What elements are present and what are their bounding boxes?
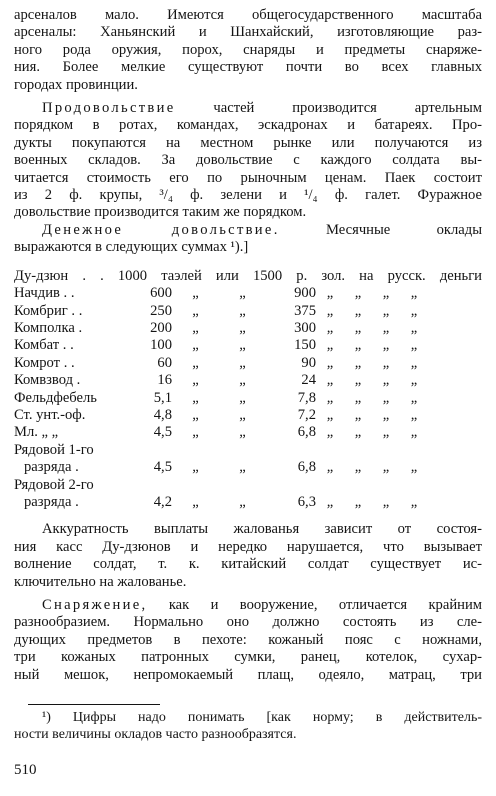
table-cell-rank: разряда . xyxy=(24,459,79,476)
table-cell-q3: „ xyxy=(326,285,334,302)
gear-first-rest: как и вооружение, отличается крайним xyxy=(147,597,482,613)
text-line: ния касс Ду-дзюнов и нередко нарушается, что вызывает xyxy=(14,538,482,555)
table-cell-q4: „ xyxy=(354,302,362,319)
table-cell-q3: „ xyxy=(326,302,334,319)
table-cell-rank: Начдив . . xyxy=(14,285,75,302)
table-cell-rank: Комрот . . xyxy=(14,354,75,371)
table-cell-q3: „ xyxy=(326,493,334,510)
money-first-rest: Месячные оклады xyxy=(279,221,483,238)
table-cell-taels: 600 xyxy=(150,285,172,302)
table-cell-q2: „ xyxy=(239,389,246,406)
table-cell-q6: „ xyxy=(410,389,418,406)
table-cell-q5: „ xyxy=(382,319,390,336)
page-number: 510 xyxy=(14,762,37,778)
table-cell-q4: „ xyxy=(354,406,362,423)
table-cell-q3: „ xyxy=(326,389,334,406)
table-cell-q6: „ xyxy=(410,302,418,319)
table-cell-q1: „ xyxy=(192,319,199,336)
table-cell-rank: Комвзвод . xyxy=(14,372,81,389)
table-cell-q2: „ xyxy=(239,285,246,302)
table-cell-rub: 24 xyxy=(301,372,316,389)
table-cell-q6: „ xyxy=(410,372,418,389)
table-cell-rub: 7,2 xyxy=(297,406,316,423)
text-line: ния. Более мелкие существуют почти во всех главных xyxy=(14,59,482,76)
table-row xyxy=(14,494,428,511)
table-cell-q5: „ xyxy=(382,459,390,476)
table-cell-taels: 5,1 xyxy=(153,389,172,406)
text-line xyxy=(14,222,482,239)
table-cell-q2: „ xyxy=(239,302,246,319)
table-cell-rank: Мл. „ „ xyxy=(14,424,59,441)
table-cell-taels: 100 xyxy=(150,337,172,354)
table-cell-q2: „ xyxy=(239,372,246,389)
footnote-divider xyxy=(28,704,160,705)
text-line: волнение солдат, т. к. китайский солдат существует ис- xyxy=(14,556,482,573)
table-cell-rank: Рядовой 2-го xyxy=(14,476,94,493)
table-cell-q6: „ xyxy=(410,319,418,336)
text-line: ного рода оружия, порох, снаряды и предметы снаряже- xyxy=(14,41,482,58)
text-line: выражаются в следующих суммах ¹).] xyxy=(14,239,249,256)
table-cell-q4: „ xyxy=(354,459,362,476)
table-cell-q1: „ xyxy=(192,406,199,423)
footnote-line: ности величины окладов часто разнообразятся. xyxy=(14,727,297,743)
pay-table xyxy=(14,285,428,511)
table-cell-rank: Фельдфебель xyxy=(14,389,97,406)
table-cell-q5: „ xyxy=(382,302,390,319)
table-cell-q6: „ xyxy=(410,354,418,371)
table-cell-q2: „ xyxy=(239,354,246,371)
table-row xyxy=(14,477,428,494)
table-row xyxy=(14,424,428,441)
text-line: городах провинции. xyxy=(14,76,138,93)
table-cell-taels: 4,5 xyxy=(153,424,172,441)
footnote-line: ¹) Цифры надо понимать [как норму; в действитель- xyxy=(42,710,482,726)
table-cell-q5: „ xyxy=(382,406,390,423)
table-row xyxy=(14,303,428,320)
table-cell-rank: Ст. унт.-оф. xyxy=(14,406,86,423)
gear-term: Снаряжение, xyxy=(42,597,148,613)
table-cell-taels: 4,5 xyxy=(153,459,172,476)
text-line: читается стоимость его по рыночным ценам. Паек состоит xyxy=(14,169,482,186)
table-cell-q5: „ xyxy=(382,337,390,354)
table-cell-rub: 900 xyxy=(294,285,316,302)
table-cell-q1: „ xyxy=(192,493,199,510)
table-cell-q3: „ xyxy=(326,459,334,476)
accuracy-paragraph xyxy=(14,521,482,591)
food-term: Продовольствие xyxy=(42,100,176,117)
text-line: порядком в ротах, командах, эскадронах и батареях. Про- xyxy=(14,117,482,134)
table-cell-q2: „ xyxy=(239,493,246,510)
table-cell-q3: „ xyxy=(326,424,334,441)
table-cell-q5: „ xyxy=(382,372,390,389)
table-cell-q6: „ xyxy=(410,285,418,302)
table-cell-q3: „ xyxy=(326,337,334,354)
text-line: довольствие производится таким же порядком. xyxy=(14,204,307,221)
pay-table-body xyxy=(14,285,428,511)
table-cell-taels: 60 xyxy=(157,354,172,371)
table-cell-q5: „ xyxy=(382,285,390,302)
table-cell-rub: 375 xyxy=(294,302,316,319)
text-line: дующих предметов в пехоте: кожаный пояс с ножнами, xyxy=(14,631,482,648)
table-cell-q3: „ xyxy=(326,319,334,336)
table-cell-rub: 6,8 xyxy=(297,424,316,441)
table-row xyxy=(14,390,428,407)
table-cell-q6: „ xyxy=(410,406,418,423)
text-line: ный мешок, непромокаемый плащ, одеяло, матрац, три xyxy=(14,666,482,683)
table-cell-q3: „ xyxy=(326,406,334,423)
text-line: дукты покупаются на местном рынке или получаются из xyxy=(14,134,482,151)
text-line xyxy=(14,597,482,614)
table-cell-q1: „ xyxy=(192,459,199,476)
table-cell-q5: „ xyxy=(382,354,390,371)
table-cell-q4: „ xyxy=(354,372,362,389)
table-cell-q6: „ xyxy=(410,337,418,354)
table-cell-q3: „ xyxy=(326,354,334,371)
table-cell-q1: „ xyxy=(192,389,199,406)
text-line: Аккуратность выплаты жалованья зависит от состоя- xyxy=(42,521,482,538)
table-cell-rub: 7,8 xyxy=(297,389,316,406)
table-row xyxy=(14,442,428,459)
table-row xyxy=(14,459,428,476)
table-cell-rank: разряда . xyxy=(24,493,79,510)
table-cell-rub: 300 xyxy=(294,319,316,336)
table-cell-q1: „ xyxy=(192,285,199,302)
table-cell-q2: „ xyxy=(239,337,246,354)
table-row xyxy=(14,337,428,354)
table-cell-q3: „ xyxy=(326,372,334,389)
gear-paragraph xyxy=(14,597,482,684)
text-line: разнообразием. Нормально оно должно состоять из сле- xyxy=(14,614,482,631)
table-cell-q4: „ xyxy=(354,337,362,354)
text-line: арсеналы: Ханьянский и Шанхайский, изготовляющие раз- xyxy=(14,24,482,41)
table-cell-q4: „ xyxy=(354,389,362,406)
table-cell-q1: „ xyxy=(192,424,199,441)
table-cell-q1: „ xyxy=(192,372,199,389)
table-row xyxy=(14,355,428,372)
food-first-rest: частей производится артельным xyxy=(175,100,482,117)
text-line: три кожаных патронных сумки, ранец, котелок, сухар- xyxy=(14,649,482,666)
table-cell-rank: Рядовой 1-го xyxy=(14,441,94,458)
table-cell-rank: Комбат . . xyxy=(14,337,74,354)
table-cell-rub: 150 xyxy=(294,337,316,354)
table-cell-taels: 16 xyxy=(157,372,172,389)
text-line: ключительно на жалованье. xyxy=(14,573,187,590)
table-cell-q2: „ xyxy=(239,319,246,336)
table-cell-q5: „ xyxy=(382,389,390,406)
intro-paragraph xyxy=(14,7,482,94)
table-row xyxy=(14,285,428,302)
table-cell-q2: „ xyxy=(239,424,246,441)
footnote xyxy=(14,709,482,743)
money-term: Денежное довольствие. xyxy=(42,221,280,238)
money-paragraph xyxy=(14,222,482,257)
table-row xyxy=(14,320,428,337)
table-cell-taels: 200 xyxy=(150,319,172,336)
table-cell-q2: „ xyxy=(239,459,246,476)
table-cell-q4: „ xyxy=(354,319,362,336)
pay-table-header: Ду-дзюн . . 1000 таэлей или 1500 р. зол. на русск. деньги xyxy=(14,267,482,284)
table-cell-taels: 4,2 xyxy=(153,493,172,510)
table-row xyxy=(14,407,428,424)
table-cell-taels: 4,8 xyxy=(153,406,172,423)
table-cell-q1: „ xyxy=(192,302,199,319)
table-cell-rub: 6,8 xyxy=(297,459,316,476)
text-line xyxy=(14,100,482,117)
text-line: военных складов. За довольствие с каждого солдата вы- xyxy=(14,152,482,169)
table-cell-q1: „ xyxy=(192,337,199,354)
table-cell-q4: „ xyxy=(354,285,362,302)
table-cell-q2: „ xyxy=(239,406,246,423)
table-cell-q4: „ xyxy=(354,424,362,441)
table-cell-q5: „ xyxy=(382,493,390,510)
food-paragraph xyxy=(14,100,482,222)
table-cell-rub: 6,3 xyxy=(297,493,316,510)
text-line: из 2 ф. крупы, ³/₄ ф. зелени и ¹/₄ ф. галет. Фуражное xyxy=(14,187,482,204)
table-cell-q1: „ xyxy=(192,354,199,371)
table-cell-taels: 250 xyxy=(150,302,172,319)
table-cell-rank: Комполка . xyxy=(14,319,83,336)
table-cell-q6: „ xyxy=(410,493,418,510)
table-cell-rub: 90 xyxy=(301,354,316,371)
table-cell-rank: Комбриг . . xyxy=(14,302,83,319)
text-line: арсеналов мало. Имеются общегосударственного масштаба xyxy=(14,7,482,23)
table-cell-q4: „ xyxy=(354,493,362,510)
table-cell-q5: „ xyxy=(382,424,390,441)
table-row xyxy=(14,372,428,389)
table-cell-q6: „ xyxy=(410,424,418,441)
table-cell-q6: „ xyxy=(410,459,418,476)
table-cell-q4: „ xyxy=(354,354,362,371)
